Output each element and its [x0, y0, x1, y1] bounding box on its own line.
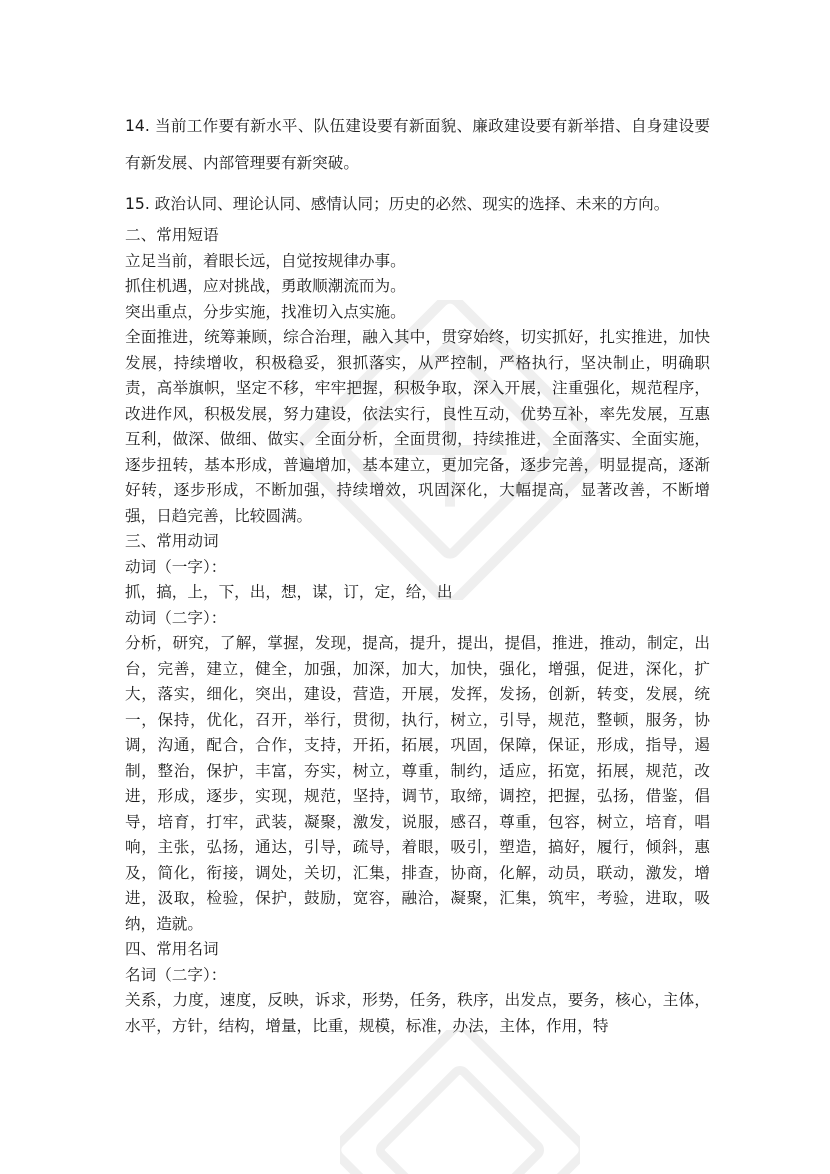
- section-heading: 二、常用短语: [125, 226, 219, 244]
- phrase-line: 突出重点，分步实施，找准切入点实施。: [125, 302, 406, 321]
- section-heading: 三、常用动词: [125, 532, 219, 550]
- sub-heading: 动词（一字）：: [125, 557, 227, 576]
- sub-heading: 动词（二字）：: [125, 608, 227, 627]
- word-list: 关系，力度，速度，反映，诉求，形势，任务，秩序，出发点，要务，核心，主体，水平，方针，结构，增量，比重，规模，标准，办法，主体，作用，特: [125, 991, 710, 1035]
- phrase-line: 立足当前，着眼长远，自觉按规律办事。: [125, 251, 406, 270]
- numbered-paragraph: 14. 当前工作要有新水平、队伍建设要有新面貌、廉政建设要有新举措、自身建设要有新发展、内部管理要有新突破。: [125, 117, 710, 172]
- numbered-paragraph: 15. 政治认同、理论认同、感情认同；历史的必然、现实的选择、未来的方向。: [125, 195, 670, 213]
- phrase-paragraph: 全面推进，统筹兼顾，综合治理，融入其中，贯穿始终，切实抓好，扎实推进，加快发展，持续增收，积极稳妥，狠抓落实，从严控制，严格执行，坚决制止，明确职责，高举旗帜，坚定不移，牢牢把握，积极争取，深入开展，注重强化，规范程序，改进作风，积极发展，努力建设，依法实行，良性互动，优势互补，率先发展，互惠互利，做深、做细、做实、全面分析，全面贯彻，持续推进，全面落实、全面实施，逐步扭转，基本形成，普遍增加，基本建立，更加完备，逐步完善，明显提高，逐渐好转，逐步形成，不断加强，持续增效，巩固深化，大幅提高，显著改善，不断增强，日趋完善，比较圆满。: [125, 328, 710, 525]
- word-list: 抓，搞，上，下，出，想，谋，订，定，给，出: [125, 583, 453, 601]
- sub-heading: 名词（二字）：: [125, 965, 227, 984]
- phrase-line: 抓住机遇，应对挑战，勇敢顺潮流而为。: [125, 277, 406, 295]
- section-heading: 四、常用名词: [125, 940, 219, 958]
- watermark-stamp-icon: [340, 1030, 580, 1174]
- document-body: [125, 108, 710, 1039]
- word-list: 分析，研究，了解，掌握，发现，提高，提升，提出，提倡，推进，推动，制定，出台，完善，建立，健全，加强，加深，加大，加快，强化，增强，促进，深化，扩大，落实，细化，突出，建设，营造，开展，发挥，发扬，创新，转变，发展，统一，保持，优化，召开，举行，贯彻，执行，树立，引导，规范，整顿，服务，协调，沟通，配合，合作，支持，开拓，拓展，巩固，保障，保证，形成，指导，遏制，整治，保护，丰富，夯实，树立，尊重，制约，适应，拓宽，拓展，规范，改进，形成，逐步，实现，规范，坚持，调节，取缔，调控，把握，弘扬，借鉴，倡导，培育，打牢，武装，凝聚，激发，说服，感召，尊重，包容，树立，培育，唱响，主张，弘扬，通达，引导，疏导，着眼，吸引，塑造，搞好，履行，倾斜，惠及，简化，衔接，调处，关切，汇集，排查，协商，化解，动员，联动，激发，增进，汲取，检验，保护，鼓励，宽容，融洽，凝聚，汇集，筑牢，考验，进取，吸纳，造就。: [125, 634, 710, 933]
